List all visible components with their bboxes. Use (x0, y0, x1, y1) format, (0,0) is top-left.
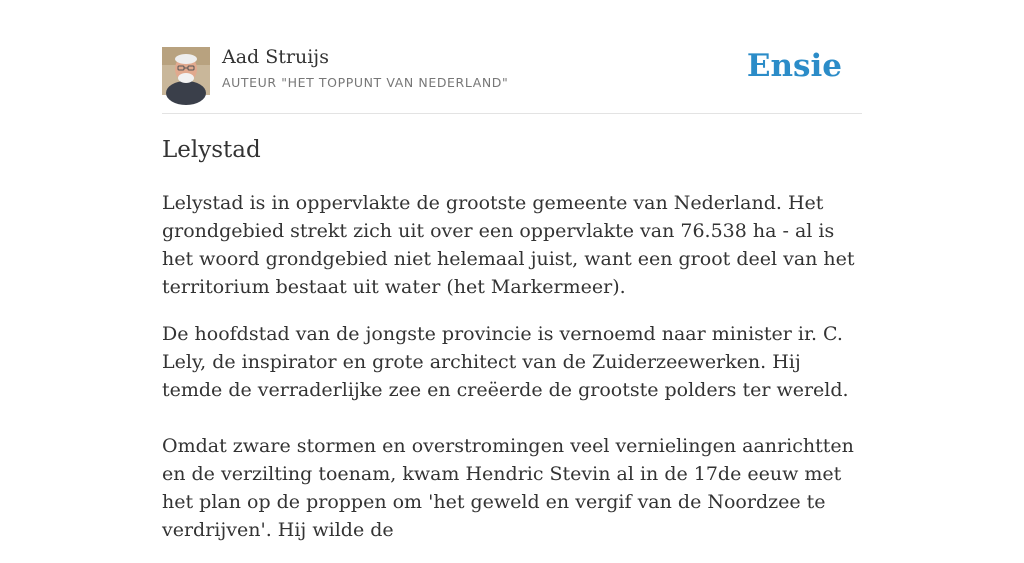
ensie-logo[interactable]: Ensie (746, 48, 842, 84)
author-header (162, 0, 862, 114)
author-role: AUTEUR "HET TOPPUNT VAN NEDERLAND" (222, 75, 509, 90)
author-name[interactable]: Aad Struijs (222, 46, 329, 68)
avatar-image (162, 47, 210, 95)
author-avatar[interactable] (162, 47, 210, 95)
article-paragraph: De hoofdstad van de jongste provincie is vernoemd naar minister ir. C. Lely, de inspirator en grote architect van de Zuiderzeewerken. Hij temde de verraderlijke zee en creëerde de grootste polders ter wereld. (162, 323, 849, 401)
article-paragraph: Lelystad is in oppervlakte de grootste gemeente van Nederland. Het grondgebied strekt zich uit over een oppervlakte van 76.538 ha - al is het woord grondgebied niet helemaal juist, want een groot deel van het territorium bestaat uit water (het Markermeer). (162, 192, 855, 298)
article-title: Lelystad (162, 137, 261, 163)
article-body (162, 189, 862, 563)
article-paragraph: Omdat zware stormen en overstromingen veel vernielingen aanrichtten en de verzilting toenam, kwam Hendric Stevin al in de 17de eeuw met het plan op de proppen om 'het geweld en vergif van de Noordzee te verdrijven'. Hij wilde de (162, 435, 854, 541)
page-container (162, 0, 862, 541)
